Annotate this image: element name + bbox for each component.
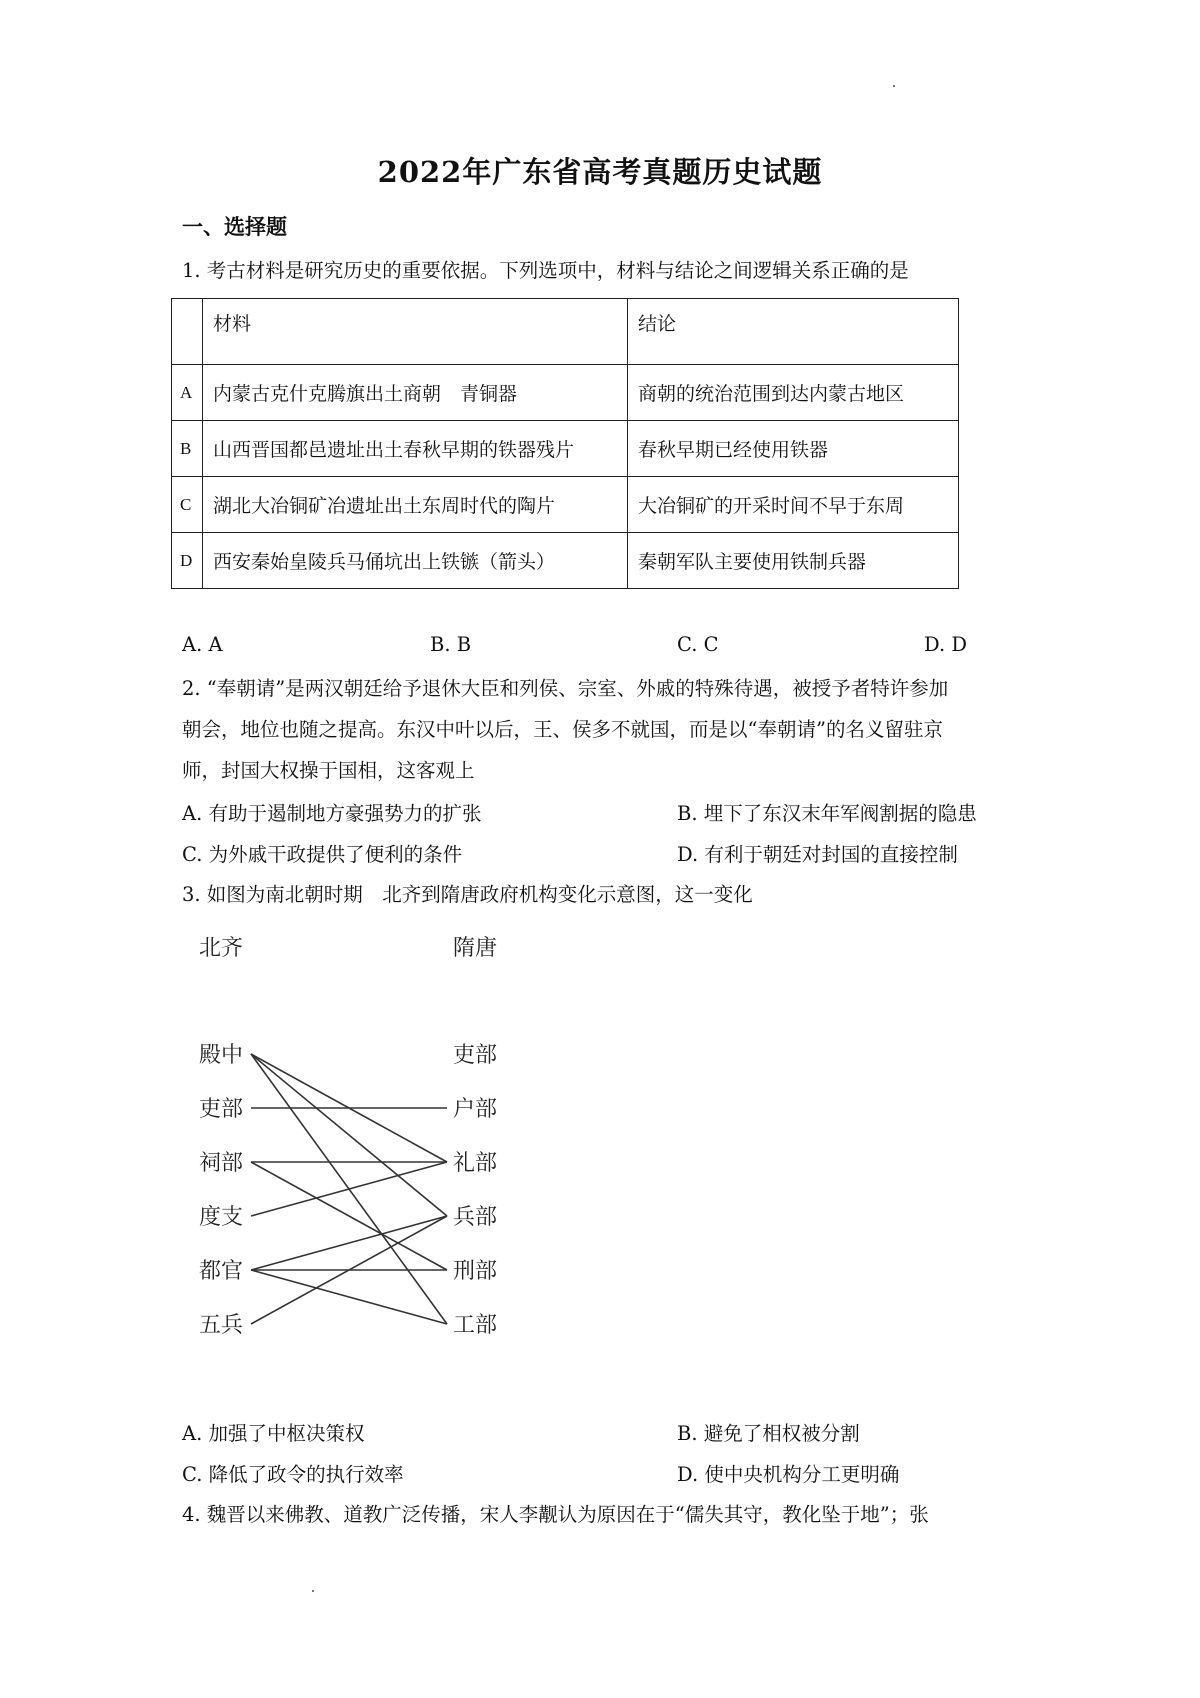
q3-option-d[interactable]: D. 使中央机构分工更明确 xyxy=(677,1463,900,1486)
q3-diagram xyxy=(185,925,525,1345)
diagram-right-item: 工部 xyxy=(453,1313,498,1338)
q1-option-c[interactable]: C. C xyxy=(677,633,719,656)
q2-option-d[interactable]: D. 有利于朝廷对封国的直接控制 xyxy=(677,843,958,866)
table-header-conclusion: 结论 xyxy=(628,299,959,365)
diagram-left-item: 祠部 xyxy=(199,1151,244,1176)
diagram-right-item: 吏部 xyxy=(453,1043,498,1068)
row-letter: D xyxy=(172,533,203,589)
q1-table xyxy=(171,298,959,589)
diagram-link-line xyxy=(251,1216,447,1270)
q1-option-b[interactable]: B. B xyxy=(430,633,472,656)
q1-stem: 1. 考古材料是研究历史的重要依据。下列选项中，材料与结论之间逻辑关系正确的是 xyxy=(182,259,909,282)
diagram-links xyxy=(251,1054,447,1324)
row-conclusion: 春秋早期已经使用铁器 xyxy=(628,421,959,477)
row-letter: C xyxy=(172,477,203,533)
q2-stem-line: 朝会，地位也随之提高。东汉中叶以后，王、侯多不就国，而是以“奉朝请”的名义留驻京 xyxy=(182,718,943,741)
diagram-left-header: 北齐 xyxy=(199,936,244,961)
diagram-link-line xyxy=(251,1270,447,1324)
diagram-link-line xyxy=(251,1162,447,1216)
q2-option-c[interactable]: C. 为外戚干政提供了便利的条件 xyxy=(182,843,463,866)
section-heading: 一、选择题 xyxy=(182,214,287,239)
scan-dot xyxy=(312,1590,314,1592)
table-row xyxy=(172,365,959,421)
q3-option-b[interactable]: B. 避免了相权被分割 xyxy=(677,1422,860,1445)
row-conclusion: 商朝的统治范围到达内蒙古地区 xyxy=(628,365,959,421)
q2-stem-line: 师，封国大权操于国相，这客观上 xyxy=(182,759,475,782)
diagram-left-item: 度支 xyxy=(199,1205,244,1230)
diagram-link-line xyxy=(251,1162,447,1270)
diagram-right-item: 户部 xyxy=(453,1097,498,1122)
q2-option-b[interactable]: B. 埋下了东汉末年军阀割据的隐患 xyxy=(677,802,977,825)
row-letter: A xyxy=(172,365,203,421)
table-cell xyxy=(172,299,203,365)
diagram-link-line xyxy=(251,1054,447,1216)
row-material: 山西晋国都邑遗址出土春秋早期的铁器残片 xyxy=(203,421,628,477)
diagram-right-item: 刑部 xyxy=(453,1259,498,1284)
row-letter: B xyxy=(172,421,203,477)
q3-option-c[interactable]: C. 降低了政令的执行效率 xyxy=(182,1463,404,1486)
table-header-row xyxy=(172,299,959,365)
diagram-left-item: 殿中 xyxy=(199,1043,244,1068)
diagram-right-item: 兵部 xyxy=(453,1205,498,1230)
q2-stem-line: 2. “奉朝请”是两汉朝廷给予退休大臣和列侯、宗室、外戚的特殊待遇，被授予者特许参加 xyxy=(182,677,949,700)
table-row xyxy=(172,477,959,533)
q3-stem: 3. 如图为南北朝时期 北齐到隋唐政府机构变化示意图，这一变化 xyxy=(182,883,753,906)
row-material: 内蒙古克什克腾旗出土商朝 青铜器 xyxy=(203,365,628,421)
diagram-left-items xyxy=(199,1043,243,1338)
row-conclusion: 大冶铜矿的开采时间不早于东周 xyxy=(628,477,959,533)
diagram-right-items xyxy=(453,1043,497,1338)
row-material: 湖北大冶铜矿冶遗址出土东周时代的陶片 xyxy=(203,477,628,533)
q2-option-a[interactable]: A. 有助于遏制地方豪强势力的扩张 xyxy=(182,802,482,825)
row-conclusion: 秦朝军队主要使用铁制兵器 xyxy=(628,533,959,589)
q4-stem: 4. 魏晋以来佛教、道教广泛传播，宋人李觏认为原因在于“儒失其守，教化坠于地”；张 xyxy=(182,1503,929,1526)
scan-dot xyxy=(893,85,895,87)
diagram-left-item: 吏部 xyxy=(199,1097,244,1122)
q3-option-a[interactable]: A. 加强了中枢决策权 xyxy=(182,1422,365,1445)
q1-option-a[interactable]: A. A xyxy=(182,633,223,656)
diagram-left-item: 五兵 xyxy=(199,1313,244,1338)
diagram-left-item: 都官 xyxy=(199,1259,244,1284)
table-row xyxy=(172,533,959,589)
table-row xyxy=(172,421,959,477)
q1-option-d[interactable]: D. D xyxy=(924,633,967,656)
diagram-right-header: 隋唐 xyxy=(453,936,498,961)
row-material: 西安秦始皇陵兵马俑坑出上铁镞（箭头） xyxy=(203,533,628,589)
table-header-material: 材料 xyxy=(203,299,628,365)
page-title: 2022年广东省高考真题历史试题 xyxy=(377,155,823,189)
diagram-right-item: 礼部 xyxy=(453,1151,498,1176)
